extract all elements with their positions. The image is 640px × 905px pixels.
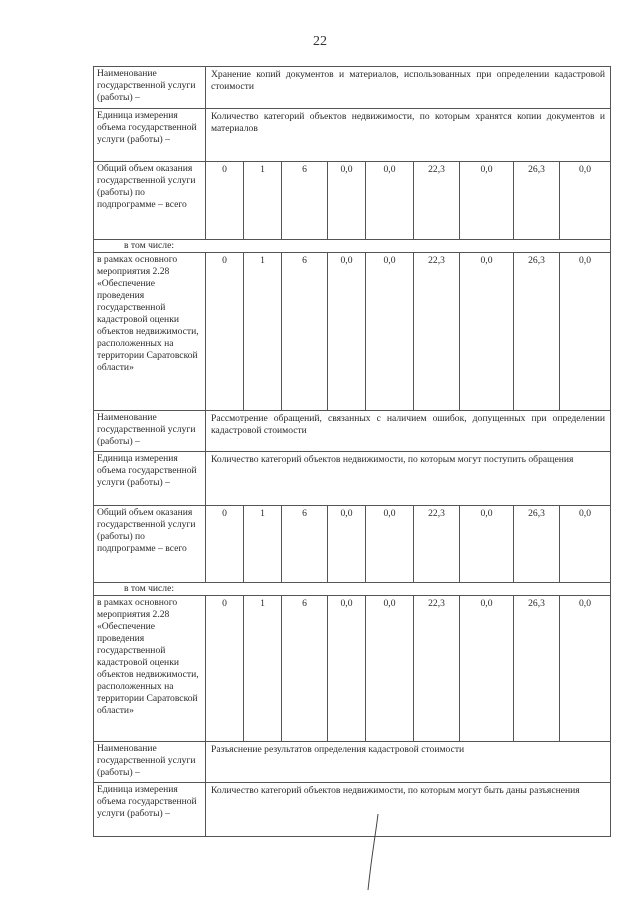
- pen-stroke-mark: [360, 812, 390, 892]
- value-cell: 0,0: [460, 596, 514, 741]
- label-unit: Единица измерения объема государственной услуги (работы) –: [94, 109, 206, 161]
- value-cell: 0,0: [460, 162, 514, 239]
- label-unit: Единица измерения объема государственной услуги (работы) –: [94, 452, 206, 505]
- value-cell: 26,3: [514, 162, 560, 239]
- total-row: [94, 162, 610, 240]
- value-cell: 1: [244, 596, 282, 741]
- value-cell: 0,0: [579, 508, 591, 519]
- label-name: Наименование государственной услуги (работы) –: [94, 411, 206, 451]
- label-unit: Единица измерения объема государственной услуги (работы) –: [94, 783, 206, 836]
- including-row: [94, 240, 610, 253]
- total-row: [94, 506, 610, 583]
- label-event: в рамках основного мероприятия 2.28 «Обеспечение проведения государственной кадастровой оценки объектов недвижимости, расположенных на территории Саратовской области»: [94, 596, 206, 741]
- value-cell: 0,0: [460, 253, 514, 410]
- service-name-row: [94, 67, 610, 109]
- value-cell: 22,3: [414, 506, 460, 582]
- label-total: Общий объем оказания государственной услуги (работы) по подпрограмме – всего: [94, 162, 206, 239]
- value-cell: 6: [282, 253, 328, 410]
- value-cell: 22,3: [414, 253, 460, 410]
- value-cell: 0,0: [579, 255, 591, 266]
- value-cell: 0,0: [328, 506, 366, 582]
- unit-text: Количество категорий объектов недвижимости, по которым могут быть даны разъяснения: [211, 785, 580, 796]
- label-including: в том числе:: [124, 240, 175, 251]
- value-cell: 0,0: [366, 506, 414, 582]
- label-event: в рамках основного мероприятия 2.28 «Обеспечение проведения государственной кадастровой оценки объектов недвижимости, расположенных на территории Саратовской области»: [94, 253, 206, 410]
- unit-row: [94, 783, 610, 836]
- page-number: 22: [313, 34, 327, 49]
- value-cell: 1: [244, 253, 282, 410]
- service-name: Разъяснение результатов определения кадастровой стоимости: [211, 744, 465, 755]
- value-cell: 0,0: [328, 596, 366, 741]
- value-cell: 0,0: [460, 506, 514, 582]
- label-name: Наименование государственной услуги (работы) –: [94, 67, 206, 108]
- label-name: Наименование государственной услуги (работы) –: [94, 742, 206, 782]
- value-cell: 26,3: [514, 253, 560, 410]
- service-name: Рассмотрение обращений, связанных с наличием ошибок, допущенных при определении кадастровой стоимости: [211, 413, 605, 436]
- value-cell: 6: [282, 162, 328, 239]
- unit-text: Количество категорий объектов недвижимости, по которым могут поступить обращения: [211, 454, 574, 465]
- value-cell: 0,0: [366, 162, 414, 239]
- value-cell: 0,0: [579, 598, 591, 609]
- value-cell: 0,0: [328, 162, 366, 239]
- value-cell: 0,0: [328, 253, 366, 410]
- label-including: в том числе:: [124, 583, 175, 594]
- including-row: [94, 583, 610, 596]
- value-cell: 0,0: [366, 253, 414, 410]
- event-row: [94, 596, 610, 742]
- value-cell: 22,3: [414, 596, 460, 741]
- unit-row: [94, 452, 610, 506]
- unit-text: Количество категорий объектов недвижимости, по которым хранятся копии документов и материалов: [211, 111, 605, 134]
- value-cell: 26,3: [514, 506, 560, 582]
- document-table: [93, 66, 611, 837]
- service-name: Хранение копий документов и материалов, использованных при определении кадастровой стоимости: [211, 69, 605, 92]
- value-cell: 0: [206, 506, 244, 582]
- value-cell: 6: [282, 596, 328, 741]
- value-cell: 26,3: [514, 596, 560, 741]
- value-cell: 0: [206, 596, 244, 741]
- service-name-row: [94, 742, 610, 783]
- event-row: [94, 253, 610, 411]
- value-cell: 0,0: [579, 164, 591, 175]
- value-cell: 0: [206, 253, 244, 410]
- unit-row: [94, 109, 610, 162]
- value-cell: 1: [244, 506, 282, 582]
- value-cell: 0,0: [366, 596, 414, 741]
- value-cell: 0: [206, 162, 244, 239]
- value-cell: 22,3: [414, 162, 460, 239]
- service-name-row: [94, 411, 610, 452]
- label-total: Общий объем оказания государственной услуги (работы) по подпрограмме – всего: [94, 506, 206, 582]
- value-cell: 1: [244, 162, 282, 239]
- value-cell: 6: [282, 506, 328, 582]
